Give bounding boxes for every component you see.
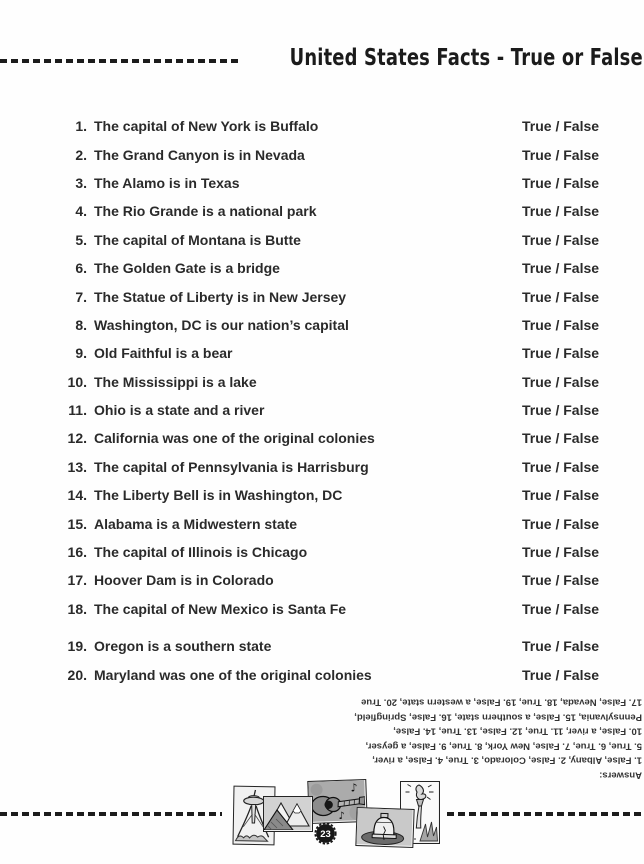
question-text: Old Faithful is a bear bbox=[94, 345, 233, 362]
question-number: 3. bbox=[75, 174, 87, 191]
question-text: Alabama is a Midwestern state bbox=[94, 515, 298, 532]
true-false-options: True / False bbox=[522, 458, 600, 475]
question-number: 18. bbox=[67, 600, 87, 617]
question-row bbox=[0, 538, 644, 566]
question-row bbox=[0, 282, 644, 310]
answer-key-line: 10. False, a river, 11. True, 12. False, 13. True, 14. False, bbox=[393, 725, 642, 737]
illustration-tile-liberty-bell bbox=[355, 807, 414, 848]
question-number: 13. bbox=[67, 458, 87, 475]
question-text: Washington, DC is our nation’s capital bbox=[94, 316, 349, 333]
question-text: The capital of New York is Buffalo bbox=[94, 118, 319, 135]
question-row bbox=[0, 453, 644, 481]
true-false-options: True / False bbox=[522, 600, 600, 617]
question-number: 20. bbox=[67, 666, 87, 683]
question-row bbox=[0, 595, 644, 623]
svg-text:♪: ♪ bbox=[350, 781, 358, 795]
mountains-icon bbox=[264, 797, 311, 830]
question-text: Maryland was one of the original colonies bbox=[94, 666, 372, 683]
true-false-options: True / False bbox=[522, 572, 600, 589]
question-number: 19. bbox=[67, 638, 87, 655]
question-row bbox=[0, 509, 644, 537]
question-list bbox=[0, 112, 644, 689]
question-number: 11. bbox=[68, 402, 87, 419]
true-false-options: True / False bbox=[522, 430, 600, 447]
true-false-options: True / False bbox=[522, 174, 600, 191]
question-text: Ohio is a state and a river bbox=[94, 402, 265, 419]
question-text: The capital of Montana is Butte bbox=[94, 231, 301, 248]
page-number: 23 bbox=[320, 829, 331, 840]
question-row bbox=[0, 112, 644, 140]
page-title: United States Facts - True or False bbox=[289, 45, 643, 71]
question-number: 5. bbox=[75, 231, 87, 248]
question-text: The Statue of Liberty is in New Jersey bbox=[94, 288, 347, 305]
true-false-options: True / False bbox=[522, 260, 600, 277]
answer-key-heading: Answers: bbox=[599, 769, 642, 781]
question-text: The Grand Canyon is in Nevada bbox=[94, 146, 305, 163]
true-false-options: True / False bbox=[522, 638, 600, 655]
question-row bbox=[0, 481, 644, 509]
question-text: Oregon is a southern state bbox=[94, 638, 272, 655]
question-number: 10. bbox=[67, 373, 87, 390]
dashed-divider-bottom-right bbox=[447, 812, 644, 816]
question-number: 1. bbox=[75, 118, 87, 135]
question-number: 16. bbox=[67, 544, 87, 561]
question-text: Hoover Dam is in Colorado bbox=[94, 572, 274, 589]
true-false-options: True / False bbox=[522, 402, 600, 419]
true-false-options: True / False bbox=[522, 515, 600, 532]
dashed-divider-top bbox=[0, 59, 240, 63]
true-false-options: True / False bbox=[522, 373, 600, 390]
question-number: 7. bbox=[75, 288, 87, 305]
question-number: 4. bbox=[75, 203, 87, 220]
question-number: 17. bbox=[67, 572, 87, 589]
question-row bbox=[0, 660, 644, 688]
question-row bbox=[0, 632, 644, 660]
question-text: The capital of Pennsylvania is Harrisburg bbox=[94, 458, 369, 475]
true-false-options: True / False bbox=[522, 231, 600, 248]
question-row bbox=[0, 396, 644, 424]
question-row bbox=[0, 140, 644, 168]
answer-key-line: 5. True, 6. True, 7. False, New York, 8. True, 9. False, a geyser, bbox=[365, 740, 642, 752]
true-false-options: True / False bbox=[522, 487, 600, 504]
true-false-options: True / False bbox=[522, 288, 600, 305]
question-number: 8. bbox=[75, 316, 87, 333]
question-number: 12. bbox=[67, 430, 87, 447]
liberty-bell-icon bbox=[356, 808, 412, 846]
question-text: The capital of Illinois is Chicago bbox=[94, 544, 308, 561]
question-row bbox=[0, 197, 644, 225]
question-row bbox=[0, 311, 644, 339]
question-number: 14. bbox=[67, 487, 87, 504]
question-row bbox=[0, 254, 644, 282]
question-row bbox=[0, 226, 644, 254]
true-false-options: True / False bbox=[522, 203, 600, 220]
question-text: The Rio Grande is a national park bbox=[94, 203, 317, 220]
true-false-options: True / False bbox=[522, 146, 600, 163]
question-text: The Alamo is in Texas bbox=[94, 174, 240, 191]
question-text: The Mississippi is a lake bbox=[94, 373, 257, 390]
question-text: The Golden Gate is a bridge bbox=[94, 260, 280, 277]
answer-key-line: Pennsylvania, 15. False, a southern state, 16. False, Springfield, bbox=[354, 711, 642, 723]
question-number: 15. bbox=[67, 515, 87, 532]
dashed-divider-bottom-left bbox=[0, 812, 222, 816]
question-text: The capital of New Mexico is Santa Fe bbox=[94, 600, 347, 617]
true-false-options: True / False bbox=[522, 666, 600, 683]
true-false-options: True / False bbox=[522, 544, 600, 561]
page-number-badge bbox=[314, 822, 337, 845]
question-number: 2. bbox=[75, 146, 87, 163]
question-number: 6. bbox=[75, 260, 87, 277]
true-false-options: True / False bbox=[522, 345, 600, 362]
answer-key-line: 1. False, Albany, 2. False, Colorado, 3. True, 4. False, a river, bbox=[372, 754, 642, 766]
question-text: The Liberty Bell is in Washington, DC bbox=[94, 487, 343, 504]
question-row bbox=[0, 169, 644, 197]
question-row bbox=[0, 566, 644, 594]
question-row bbox=[0, 424, 644, 452]
answer-key-upside-down bbox=[318, 694, 642, 782]
question-number: 9. bbox=[75, 345, 87, 362]
true-false-options: True / False bbox=[522, 118, 600, 135]
question-text: California was one of the original colonies bbox=[94, 430, 375, 447]
answer-key-line: 17. False, Nevada, 18. True, 19. False, a western state, 20. True bbox=[361, 696, 642, 708]
question-row bbox=[0, 339, 644, 367]
illustration-tile-mountains bbox=[263, 796, 313, 832]
true-false-options: True / False bbox=[522, 316, 600, 333]
question-row bbox=[0, 368, 644, 396]
svg-text:♪: ♪ bbox=[338, 810, 346, 822]
